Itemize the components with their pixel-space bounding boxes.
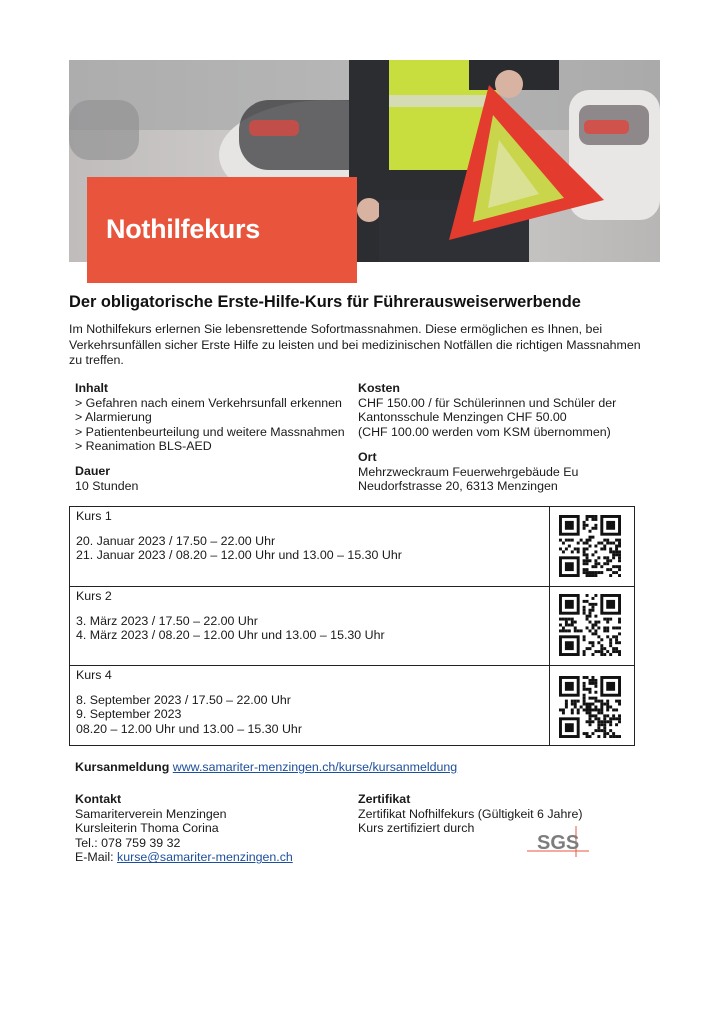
row-divider [549, 587, 550, 665]
inhalt-item: > Gefahren nach einem Verkehrsunfall erkennen [75, 395, 342, 410]
dauer-section [75, 464, 138, 493]
kosten-line: CHF 150.00 / für Schülerinnen und Schüler der [358, 395, 617, 410]
email-prefix: E-Mail: [75, 850, 117, 865]
kontakt-section [75, 792, 293, 865]
kontakt-label: Kontakt [75, 792, 122, 806]
inhalt-section [75, 381, 345, 454]
qr-code-icon[interactable] [559, 515, 621, 577]
kontakt-line: Samariterverein Menzingen [75, 806, 227, 821]
intro-line: Verkehrsunfällen sicher Erste Hilfe zu leisten und bei medizinischen Notfällen die richtigen Massnahmen [69, 337, 641, 352]
kosten-section [358, 381, 616, 439]
kosten-line: (CHF 100.00 werden vom KSM übernommen) [358, 424, 611, 439]
hero-title: Nothilfekurs [106, 214, 260, 244]
ort-line: Neudorfstrasse 20, 6313 Menzingen [358, 479, 558, 494]
intro-line: Im Nothilfekurs erlernen Sie lebensrettende Sofortmassnahmen. Diese ermöglichen es Ihnen, bei [69, 322, 603, 336]
ort-section [358, 450, 578, 494]
inhalt-label: Inhalt [75, 381, 109, 395]
course-row-1 [70, 507, 634, 586]
course-date: 9. September 2023 [76, 707, 182, 722]
signup-link[interactable]: www.samariter-menzingen.ch/kurse/kursanmeldung [172, 760, 458, 774]
row-divider [549, 507, 550, 586]
kosten-label: Kosten [358, 381, 400, 395]
zertifikat-line: Zertifikat Nofhilfekurs (Gültigkeit 6 Jahre) [358, 806, 583, 821]
course-table [69, 506, 635, 746]
kosten-line: Kantonsschule Menzingen CHF 50.00 [358, 410, 567, 425]
qr-code-icon[interactable] [559, 594, 621, 656]
course-date: 08.20 – 12.00 Uhr und 13.00 – 15.30 Uhr [76, 721, 302, 736]
course-text [76, 509, 402, 563]
inhalt-item: > Patientenbeurteilung und weitere Massnahmen [75, 424, 345, 439]
course-name: Kurs 1 [76, 509, 112, 523]
course-row-3 [70, 665, 634, 745]
zertifikat-label: Zertifikat [358, 792, 411, 806]
intro-text [69, 322, 649, 369]
sgs-logo-text: SGS [537, 832, 580, 854]
course-name: Kurs 4 [76, 668, 112, 682]
signup-label: Kursanmeldung [75, 760, 170, 774]
qr-code-icon[interactable] [559, 676, 621, 738]
kontakt-line: Tel.: 078 759 39 32 [75, 835, 181, 850]
course-date: 20. Januar 2023 / 17.50 – 22.00 Uhr [76, 533, 276, 548]
course-date: 21. Januar 2023 / 08.20 – 12.00 Uhr und 13.00 – 15.30 Uhr [76, 548, 402, 563]
sgs-logo [527, 824, 589, 858]
zertifikat-line: Kurs zertifiziert durch [358, 821, 475, 836]
ort-label: Ort [358, 450, 377, 464]
course-date: 3. März 2023 / 17.50 – 22.00 Uhr [76, 613, 258, 628]
intro-line: zu treffen. [69, 353, 124, 367]
course-name: Kurs 2 [76, 589, 112, 603]
course-date: 8. September 2023 / 17.50 – 22.00 Uhr [76, 692, 291, 707]
course-date: 4. März 2023 / 08.20 – 12.00 Uhr und 13.00 – 15.30 Uhr [76, 628, 385, 643]
inhalt-item: > Reanimation BLS-AED [75, 439, 212, 454]
kontakt-line: Kursleiterin Thoma Corina [75, 821, 219, 836]
dauer-label: Dauer [75, 464, 111, 478]
ort-line: Mehrzweckraum Feuerwehrgebäude Eu [358, 464, 579, 479]
dauer-value: 10 Stunden [75, 478, 139, 493]
course-text [76, 589, 385, 643]
hero-title-band [87, 177, 357, 283]
signup-line [75, 760, 457, 774]
kontakt-email-line [75, 850, 293, 865]
course-text [76, 668, 302, 736]
row-divider [549, 666, 550, 745]
course-row-2 [70, 586, 634, 665]
inhalt-item: > Alarmierung [75, 410, 152, 425]
page-heading: Der obligatorische Erste-Hilfe-Kurs für Führerausweiserwerbende [69, 293, 581, 311]
email-link[interactable]: kurse@samariter-menzingen.ch [117, 850, 293, 865]
